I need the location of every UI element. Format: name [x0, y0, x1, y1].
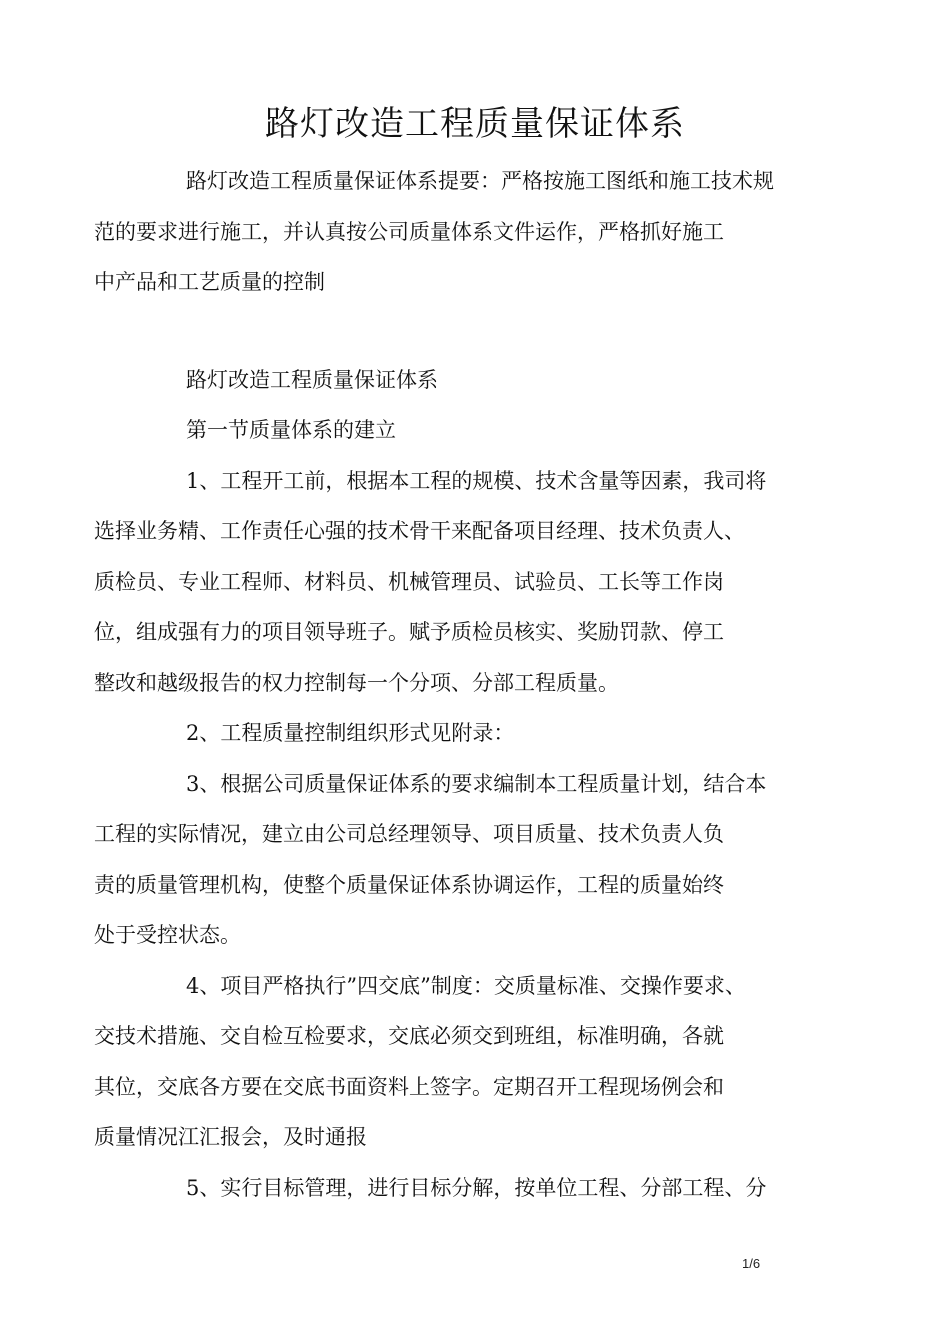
text-line: 第一节质量体系的建立 — [186, 418, 396, 442]
text-line: 质量情况江汇报会，及时通报 — [94, 1125, 367, 1149]
text-line: 整改和越级报告的权力控制每一个分项、分部工程质量。 — [94, 670, 619, 695]
item-2-paragraph — [140, 708, 820, 759]
document-body — [94, 156, 820, 1213]
text-line: 工程的实际情况，建立由公司总经理领导、项目质量、技术负责人负 — [94, 822, 724, 846]
item-4-paragraph — [94, 961, 820, 1163]
text-line: 2、工程质量控制组织形式见附录： — [186, 721, 515, 745]
page-number: 1/6 — [742, 1256, 761, 1271]
item-5-paragraph — [140, 1163, 820, 1214]
text-line: 路灯改造工程质量保证体系提要：严格按施工图纸和施工技术规 — [186, 169, 774, 193]
summary-paragraph — [94, 156, 820, 308]
spacer — [140, 308, 820, 355]
text-line: 质检员、专业工程师、材料员、机械管理员、试验员、工长等工作岗 — [94, 569, 724, 594]
text-line: 中产品和工艺质量的控制 — [94, 270, 325, 294]
text-line: 路灯改造工程质量保证体系 — [186, 367, 438, 392]
document-title: 路灯改造工程质量保证体系 — [265, 104, 685, 144]
text-line: 位，组成强有力的项目领导班子。赋予质检员核实、奖励罚款、停工 — [94, 620, 724, 644]
text-line: 处于受控状态。 — [94, 923, 241, 947]
text-line: 1、工程开工前，根据本工程的规模、技术含量等因素，我司将 — [186, 468, 767, 493]
section-heading — [140, 355, 820, 406]
text-line: 3、根据公司质量保证体系的要求编制本工程质量计划，结合本 — [186, 771, 767, 796]
subsection-heading — [140, 405, 820, 456]
text-line: 4、项目严格执行”四交底”制度：交质量标准、交操作要求、 — [186, 973, 746, 998]
text-line: 选择业务精、工作责任心强的技术骨干来配备项目经理、技术负责人、 — [94, 519, 745, 543]
text-line: 范的要求进行施工，并认真按公司质量体系文件运作，严格抓好施工 — [94, 219, 724, 244]
item-3-paragraph — [94, 759, 820, 961]
item-1-paragraph — [94, 456, 820, 709]
text-line: 5、实行目标管理，进行目标分解，按单位工程、分部工程、分 — [186, 1175, 767, 1200]
text-line: 其位，交底各方要在交底书面资料上签字。定期召开工程现场例会和 — [94, 1074, 724, 1099]
text-line: 交技术措施、交自检互检要求，交底必须交到班组，标准明确，各就 — [94, 1024, 724, 1048]
text-line: 责的质量管理机构，使整个质量保证体系协调运作，工程的质量始终 — [94, 872, 724, 897]
